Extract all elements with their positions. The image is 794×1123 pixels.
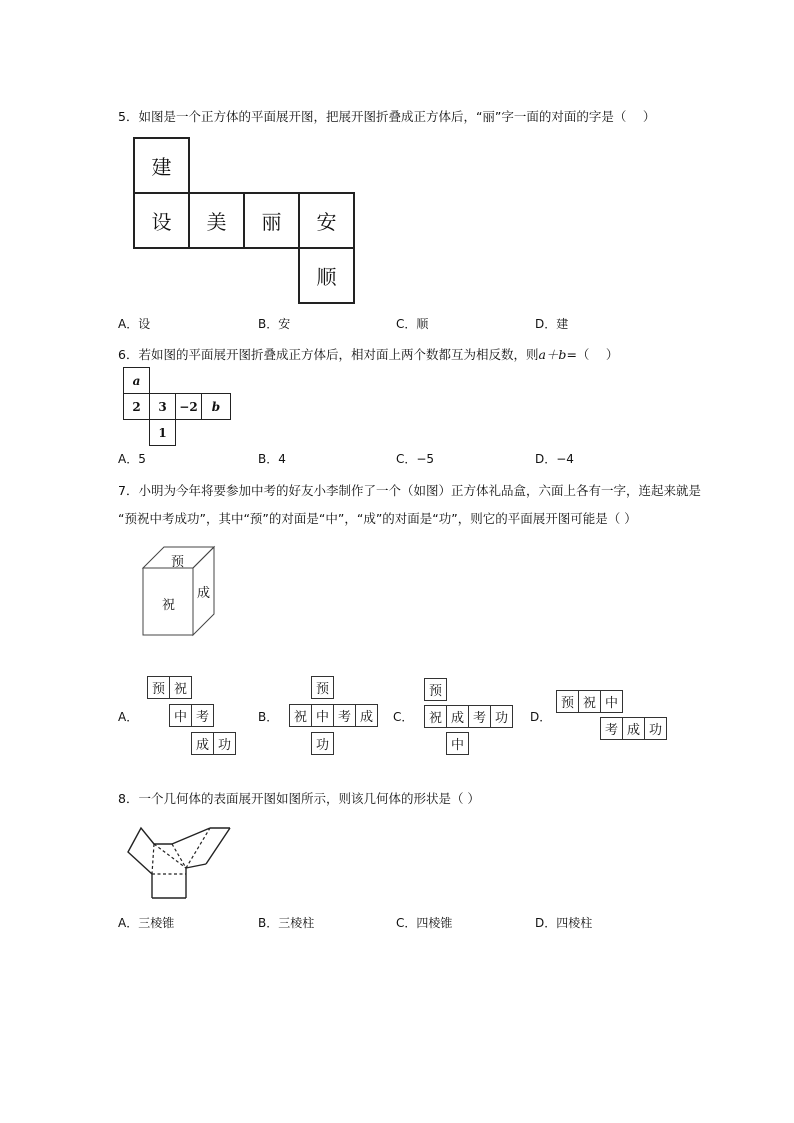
q8-net-figure — [126, 824, 234, 900]
q7-a-cell-yu: 预 — [147, 676, 170, 699]
q8-option-a[interactable]: A．三棱锥 — [118, 916, 175, 930]
q5-option-d[interactable]: D．建 — [535, 317, 569, 331]
q7-cube-right-label: 成 — [197, 586, 211, 601]
q7-a-cell-kao: 考 — [191, 704, 214, 727]
q7-option-c-label[interactable]: C． — [393, 710, 414, 724]
q6-cell-2: 2 — [123, 393, 150, 420]
q6-cell-1: 1 — [149, 419, 176, 446]
q6-option-d[interactable]: D．−4 — [535, 452, 574, 466]
q7-b-cell-yu: 预 — [311, 676, 334, 699]
question-8-text: 8．一个几何体的表面展开图如图所示，则该几何体的形状是（ ） — [118, 791, 480, 806]
q8-option-b[interactable]: B．三棱柱 — [258, 916, 315, 930]
q5-cell-she: 设 — [133, 192, 190, 249]
q7-d-cell-kao: 考 — [600, 717, 623, 740]
q7-c-cell-cheng: 成 — [446, 705, 469, 728]
q5-option-b[interactable]: B．安 — [258, 317, 291, 331]
q7-b-cell-zhu: 祝 — [289, 704, 312, 727]
q7-a-cell-cheng: 成 — [191, 732, 214, 755]
q6-text-before: 6．若如图的平面展开图折叠成正方体后，相对面上两个数都互为相反数，则 — [118, 347, 539, 362]
q8-option-d[interactable]: D．四棱柱 — [535, 916, 593, 930]
q5-option-a[interactable]: A．设 — [118, 317, 151, 331]
q5-cell-jian: 建 — [133, 137, 190, 194]
question-6-text — [118, 347, 618, 363]
q5-cell-mei: 美 — [188, 192, 245, 249]
q7-a-cell-zhong: 中 — [169, 704, 192, 727]
q6-cell-b: b — [201, 393, 231, 420]
q7-cube-figure — [140, 545, 220, 640]
q6-cell-neg2: −2 — [175, 393, 202, 420]
q5-cell-shun: 顺 — [298, 247, 355, 304]
q5-cell-an: 安 — [298, 192, 355, 249]
q6-text-after: =（ ） — [566, 347, 619, 362]
question-7-line-2: “预祝中考成功”，其中“预”的对面是“中”，“成”的对面是“功”，则它的平面展开图可能是（ ） — [118, 511, 637, 526]
q7-option-a-label[interactable]: A． — [118, 710, 139, 724]
q8-option-c[interactable]: C．四棱锥 — [396, 916, 453, 930]
q8-net-drawing — [126, 824, 234, 900]
q7-b-cell-zhong: 中 — [311, 704, 334, 727]
q7-b-cell-gong: 功 — [311, 732, 334, 755]
q7-option-d-label[interactable]: D． — [530, 710, 552, 724]
q7-d-cell-zhong: 中 — [600, 690, 623, 713]
question-7-line-1: 7．小明为今年将要参加中考的好友小李制作了一个（如图）正方体礼品盒，六面上各有一字，连起来就是 — [118, 483, 701, 498]
q5-option-c[interactable]: C．顺 — [396, 317, 429, 331]
q7-a-cell-gong: 功 — [213, 732, 236, 755]
q7-option-b-label[interactable]: B． — [258, 710, 279, 724]
q7-d-cell-gong: 功 — [644, 717, 667, 740]
q7-cube-top-label: 预 — [171, 555, 185, 570]
q7-d-cell-zhu: 祝 — [578, 690, 601, 713]
q7-c-cell-gong: 功 — [490, 705, 513, 728]
q7-d-cell-yu: 预 — [556, 690, 579, 713]
q6-cell-3: 3 — [149, 393, 176, 420]
q6-option-c[interactable]: C．−5 — [396, 452, 435, 466]
q7-c-cell-kao: 考 — [468, 705, 491, 728]
q7-cube-front-label: 祝 — [162, 598, 176, 613]
q6-option-b[interactable]: B．4 — [258, 452, 286, 466]
q7-b-cell-kao: 考 — [333, 704, 356, 727]
q7-c-cell-zhu: 祝 — [424, 705, 447, 728]
q6-cell-a: a — [123, 367, 150, 394]
q7-c-cell-yu: 预 — [424, 678, 447, 701]
q7-c-cell-zhong: 中 — [446, 732, 469, 755]
question-5-text: 5．如图是一个正方体的平面展开图，把展开图折叠成正方体后，“丽”字一面的对面的字是（ ） — [118, 109, 656, 124]
q5-cell-li: 丽 — [243, 192, 300, 249]
q7-a-cell-zhu: 祝 — [169, 676, 192, 699]
q6-expression: a＋b — [538, 347, 567, 362]
q7-b-cell-cheng: 成 — [355, 704, 378, 727]
q7-d-cell-cheng: 成 — [622, 717, 645, 740]
q6-option-a[interactable]: A．5 — [118, 452, 146, 466]
